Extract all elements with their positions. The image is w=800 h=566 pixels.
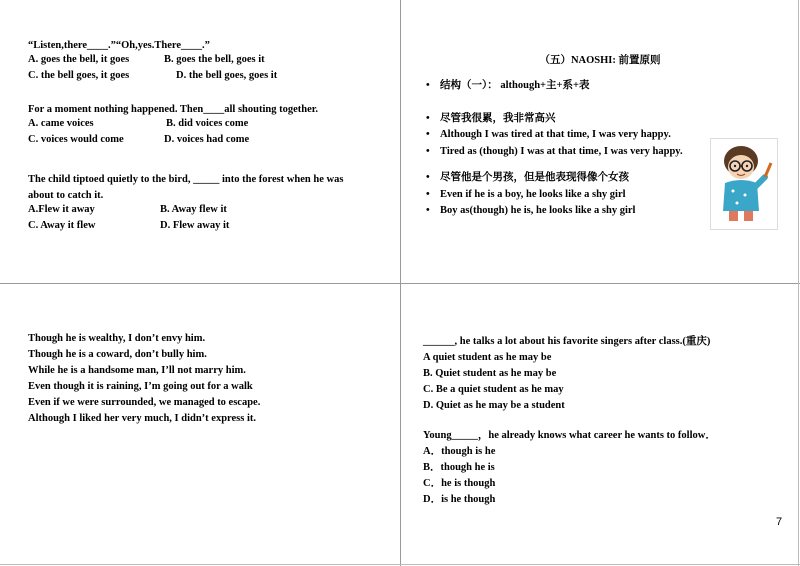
question-1-option-d[interactable]: D. the bell goes, goes it xyxy=(176,70,278,81)
question-2-option-b[interactable]: B. did voices come xyxy=(166,118,249,129)
question-2-option-d[interactable]: D. voices had come xyxy=(164,134,250,145)
cartoon-boy-icon xyxy=(711,139,777,229)
panel-top-right xyxy=(424,78,714,220)
question-3-option-c[interactable]: C. Away it flew xyxy=(28,220,96,231)
question-2-options-row-1 xyxy=(28,118,388,134)
rule-en-example-2a: • Even if he is a boy, he looks like a shy girl xyxy=(424,187,714,204)
question-3-option-a[interactable]: A.Flew it away xyxy=(28,204,95,215)
question-1-options-row-1 xyxy=(28,54,388,70)
question-3-option-b[interactable]: B. Away flew it xyxy=(160,204,227,215)
rule-en-example-2b: • Boy as(though) he is, he looks like a shy girl xyxy=(424,203,714,220)
rule-en-example-1b: • Tired as (though) I was at that time, I was very happy. xyxy=(424,144,714,161)
question-3-option-d[interactable]: D. Flew away it xyxy=(160,220,230,231)
question-5-option-d[interactable]: D．is he though xyxy=(423,494,496,505)
question-2-stem: For a moment nothing happened. Then____all shouting together. xyxy=(28,104,319,115)
example-sentence: Though he is a coward, don’t bully him. xyxy=(28,349,207,360)
rule-cn-example-1: • 尽管我很累，我非常高兴 xyxy=(424,111,714,128)
question-3-stem-line-1: The child tiptoed quietly to the bird, _____ into the forest when he was xyxy=(28,174,344,185)
question-1-option-a[interactable]: A. goes the bell, it goes xyxy=(28,54,130,65)
question-3-options-row-2 xyxy=(28,220,388,236)
question-5-option-b[interactable]: B．though he is xyxy=(423,462,495,473)
question-1-stem: “Listen,there____.”“Oh,yes.There____.” xyxy=(28,40,210,51)
right-edge xyxy=(798,0,799,566)
rule-en-example-1a: • Although I was tired at that time, I was very happy. xyxy=(424,127,714,144)
question-5-option-c[interactable]: C．he is though xyxy=(423,478,496,489)
question-3-options-row-1 xyxy=(28,204,388,220)
example-sentence: Even if we were surrounded, we managed to escape. xyxy=(28,397,261,408)
rule-title: （五）NAOSHI: 前置原则 xyxy=(539,55,661,66)
question-4-stem: ______, he talks a lot about his favorite singers after class.(重庆) xyxy=(423,336,711,347)
question-4-option-a[interactable]: A quiet student as he may be xyxy=(423,352,552,363)
panel-bottom-left xyxy=(28,331,388,427)
question-4-option-b[interactable]: B. Quiet student as he may be xyxy=(423,368,557,379)
question-4-option-d[interactable]: D. Quiet as he may be a student xyxy=(423,400,565,411)
bottom-edge xyxy=(0,564,800,565)
rule-structure: • 结构（一）： although+主+系+表 xyxy=(424,78,714,95)
question-1-option-c[interactable]: C. the bell goes, it goes xyxy=(28,70,130,81)
question-5-stem: Young_____，he already knows what career he wants to follow． xyxy=(423,430,716,441)
horizontal-divider xyxy=(0,283,800,284)
example-sentence: Although I liked her very much, I didn’t express it. xyxy=(28,413,257,424)
example-sentence: Even though it is raining, I’m going out for a walk xyxy=(28,381,253,392)
example-sentence: While he is a handsome man, I’ll not marry him. xyxy=(28,365,246,376)
question-2-option-a[interactable]: A. came voices xyxy=(28,118,94,129)
question-5-option-a[interactable]: A．though is he xyxy=(423,446,496,457)
page-number: 7 xyxy=(776,516,783,528)
rule-cn-example-2: • 尽管他是个男孩，但是他表现得像个女孩 xyxy=(424,170,714,187)
example-sentence: Though he is wealthy, I don’t envy him. xyxy=(28,333,206,344)
question-1-option-b[interactable]: B. goes the bell, goes it xyxy=(164,54,265,65)
question-2-option-c[interactable]: C. voices would come xyxy=(28,134,124,145)
boy-with-glasses-illustration xyxy=(710,138,778,230)
question-2-options-row-2 xyxy=(28,134,388,150)
panel-top-left xyxy=(28,38,388,236)
panel-bottom-right xyxy=(423,334,783,508)
question-3-stem-line-2: about to catch it. xyxy=(28,190,104,201)
question-4-option-c[interactable]: C. Be a quiet student as he may xyxy=(423,384,564,395)
question-1-options-row-2 xyxy=(28,70,388,86)
